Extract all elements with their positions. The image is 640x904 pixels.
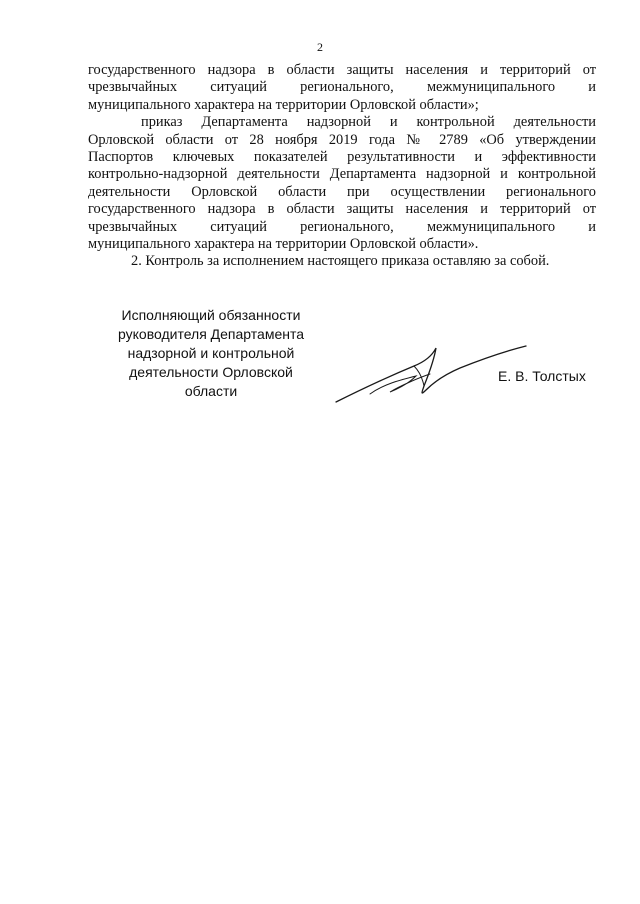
text-line: чрезвычайных ситуаций регионального, межмуниципального и — [88, 218, 596, 235]
text-line: Орловской области от 28 ноября 2019 года № 2789 «Об утверждении — [88, 131, 596, 148]
text-line: муниципального характера на территории Орловской области»; — [88, 96, 479, 113]
text-line: контрольно-надзорной деятельности Департамента надзорной и контрольной — [88, 166, 596, 183]
signer-title — [106, 306, 316, 401]
signer-title-line: руководителя Департамента — [118, 326, 304, 342]
text-line: муниципального характера на территории Орловской области». — [88, 236, 479, 253]
item-2-text: 2. Контроль за исполнением настоящего приказа оставляю за собой. — [131, 253, 550, 270]
signer-title-line: деятельности Орловской области — [129, 364, 293, 399]
text-line: государственного надзора в области защиты населения и территорий от — [88, 62, 596, 78]
body-text — [88, 62, 596, 271]
text-line: Паспортов ключевых показателей результативности и эффективности — [88, 149, 596, 166]
text-line: деятельности Орловской области при осуществлении регионального — [88, 183, 596, 200]
text-line: приказ Департамента надзорной и контрольной деятельности — [141, 114, 596, 131]
signer-name: Е. В. Толстых — [498, 368, 586, 384]
text-line: государственного надзора в области защиты населения и территорий от — [88, 201, 596, 218]
page-number: 2 — [317, 40, 323, 54]
signer-title-line: надзорной и контрольной — [127, 345, 295, 361]
text-line: чрезвычайных ситуаций регионального, межмуниципального и — [88, 79, 596, 96]
signer-title-line: Исполняющий обязанности — [121, 307, 301, 323]
